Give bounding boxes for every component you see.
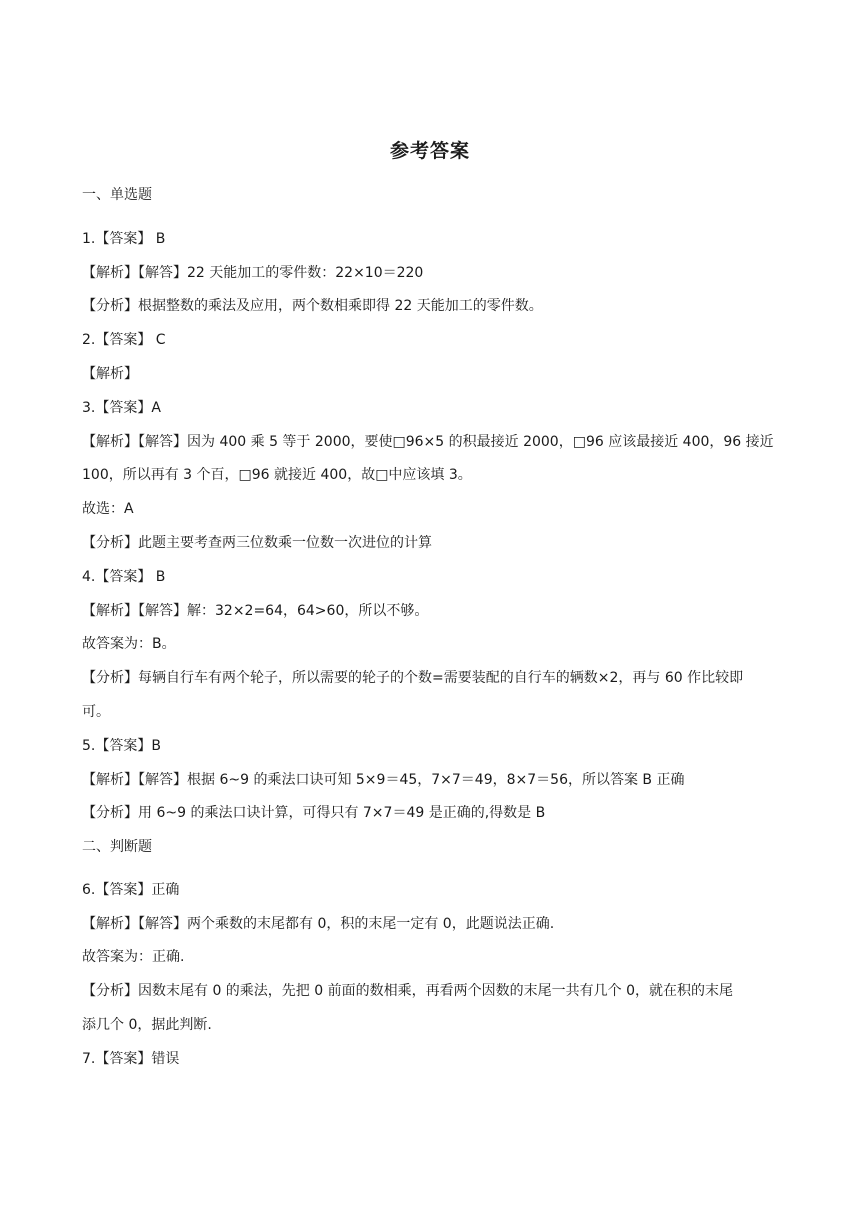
explanation-line: 故答案为：B。 xyxy=(82,636,176,652)
answer-line: 7.【答案】错误 xyxy=(82,1051,180,1067)
explanation-line: 故选：A xyxy=(82,501,134,517)
explanation-line: 【解析】【解答】22 天能加工的零件数：22×10＝220 xyxy=(82,265,424,281)
analysis-line: 【分析】根据整数的乘法及应用，两个数相乘即得 22 天能加工的零件数。 xyxy=(82,298,543,314)
explanation-line: 故答案为：正确. xyxy=(82,949,185,965)
explanation-line: 100，所以再有 3 个百，□96 就接近 400，故□中应该填 3。 xyxy=(82,467,472,483)
page-title: 参考答案 xyxy=(389,140,470,162)
section-heading: 二、判断题 xyxy=(82,839,152,855)
answer-line: 3.【答案】A xyxy=(82,400,161,416)
explanation-line: 【解析】【解答】两个乘数的末尾都有 0，积的末尾一定有 0，此题说法正确. xyxy=(82,916,555,932)
analysis-line: 添几个 0，据此判断. xyxy=(82,1017,212,1033)
analysis-line: 【分析】此题主要考查两三位数乘一位数一次进位的计算 xyxy=(82,535,432,551)
explanation-line: 【解析】【解答】根据 6~9 的乘法口诀可知 5×9＝45，7×7＝49，8×7＝56，所以答案 B 正确 xyxy=(82,772,685,788)
explanation-line: 【解析】【解答】解：32×2=64，64>60，所以不够。 xyxy=(82,603,429,619)
analysis-line: 【分析】用 6~9 的乘法口诀计算，可得只有 7×7＝49 是正确的,得数是 B xyxy=(82,805,546,821)
answer-line: 5.【答案】B xyxy=(82,738,161,754)
analysis-line: 【分析】每辆自行车有两个轮子，所以需要的轮子的个数=需要装配的自行车的辆数×2，再与 60 作比较即 xyxy=(82,670,744,686)
answer-line: 6.【答案】正确 xyxy=(82,882,180,898)
explanation-line: 【解析】 xyxy=(82,366,138,382)
answer-line: 1.【答案】 B xyxy=(82,231,166,247)
analysis-line: 【分析】因数末尾有 0 的乘法，先把 0 前面的数相乘，再看两个因数的末尾一共有几个 0，就在积的末尾 xyxy=(82,983,733,999)
analysis-line: 可。 xyxy=(82,704,110,720)
answer-line: 2.【答案】 C xyxy=(82,332,166,348)
explanation-line: 【解析】【解答】因为 400 乘 5 等于 2000，要使□96×5 的积最接近 2000，□96 应该最接近 400，96 接近 xyxy=(82,434,774,450)
section-heading: 一、单选题 xyxy=(82,187,152,203)
answer-line: 4.【答案】 B xyxy=(82,569,166,585)
